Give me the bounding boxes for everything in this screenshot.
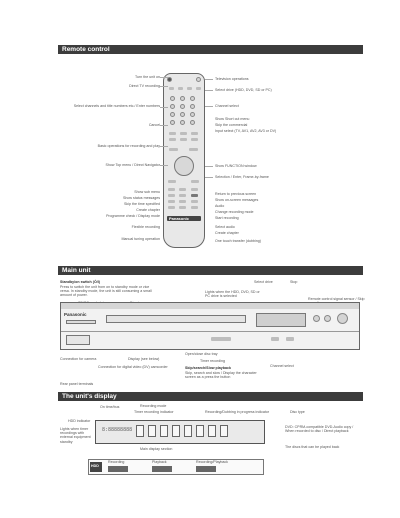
digit-segment-icon — [136, 425, 144, 437]
label-show-function: Show FUNCTION window — [215, 164, 257, 168]
label-progress: Recording/Dubbing in progress indicator — [205, 410, 270, 414]
unit-top-strip — [61, 303, 359, 309]
label-cprm-note: The discs that can be played back — [285, 445, 340, 449]
number-key-icon — [190, 120, 195, 125]
number-key-icon — [170, 96, 175, 101]
digit-segment-icon — [220, 425, 228, 437]
section-header-display: The unit's display — [58, 392, 363, 401]
label-select-drive-main: Select drive — [254, 280, 273, 284]
label-lights-when: Lights when timer recordings with external equipment standby — [60, 427, 91, 444]
section-header-main: Main unit — [58, 266, 363, 275]
label-change-rec-mode: Change recording mode — [215, 210, 254, 214]
label-stop: Stop — [290, 280, 298, 284]
label-timer-indicator: Timer recording indicator — [134, 410, 174, 414]
rec-playback-indicator-icon — [196, 466, 216, 472]
open-close-button-icon — [211, 337, 231, 341]
small-button-icon — [179, 188, 186, 191]
label-show-sub-menu: Show sub menu — [134, 190, 160, 194]
label-show-top-menu: Show Top menu / Direct Navigator — [105, 163, 160, 167]
remote-brand-label: Panasonic — [169, 216, 190, 221]
leader-line — [160, 146, 168, 147]
label-audio: Audio — [215, 204, 225, 208]
leader-line — [160, 107, 168, 108]
label-skip-desc: Skip, search and slow / Display the character screen as a press the button — [185, 371, 257, 380]
label-skip-time: Skip the time specified — [124, 202, 160, 206]
label-lights-rec: Lights when the HDD, DVD, SD or PC drive is selected — [205, 290, 260, 299]
label-show-on-screen: Show on-screen messages — [215, 198, 259, 202]
label-on-time: On time/bus — [100, 405, 120, 409]
label-rec-mode: Recording mode — [140, 404, 167, 408]
label-create-chapter-r: Create chapter — [215, 231, 239, 235]
label-connection-camera: Connection for camera — [60, 357, 97, 361]
label-open-close: Open/close disc tray — [185, 352, 218, 356]
small-button-icon — [168, 200, 175, 203]
unit-brand: Panasonic — [64, 312, 87, 317]
unit-display-illustration — [95, 420, 265, 444]
number-key-icon — [170, 112, 175, 117]
number-key-icon — [180, 112, 185, 117]
number-key-icon — [190, 96, 195, 101]
label-hdd-indicator: HDD indicator — [68, 419, 91, 423]
digit-segment-icon — [172, 425, 180, 437]
recording-indicator-icon — [108, 466, 128, 472]
label-standby-desc: Press to switch the unit from on to standby mode or vice versa. In standby mode, the unit is still consuming a small amount of power. — [60, 285, 152, 298]
small-button-icon — [191, 206, 198, 209]
label-programme-check: Programme check / Display mode — [106, 214, 160, 218]
drive-button-icon — [187, 87, 192, 90]
label-skip-commercial: Skip the commercial — [215, 123, 248, 127]
tv-power-button-icon — [196, 77, 201, 82]
small-button-icon — [191, 188, 198, 191]
label-channel-select: Channel select — [215, 104, 239, 108]
stop-icon — [180, 138, 187, 141]
rewind-icon — [169, 132, 176, 135]
skip-forward-icon — [191, 138, 198, 141]
number-key-icon — [170, 104, 175, 109]
display-sample-text: 8:88888888 — [102, 427, 133, 433]
label-start-rec: Start recording — [215, 216, 239, 220]
leader-line — [160, 165, 168, 166]
sd-slot-icon — [66, 320, 96, 324]
label-skip-search: Skip/search/Slow playback — [185, 366, 231, 370]
label-flexible-rec: Flexible recording — [131, 225, 160, 229]
label-tv-ops: Television operations — [215, 77, 249, 81]
label-one-touch: One touch transfer (dubbing) — [215, 239, 261, 243]
remote-control-illustration — [163, 73, 205, 248]
label-select-audio: Select audio — [215, 225, 235, 229]
label-return: Return to previous screen — [215, 192, 257, 196]
leader-line — [160, 77, 168, 78]
label-show-status: Show status messages — [123, 196, 160, 200]
playback-indicator-icon — [152, 466, 172, 472]
small-button-icon — [168, 206, 175, 209]
display-window-icon — [256, 313, 306, 327]
digit-segment-icon — [184, 425, 192, 437]
small-button-icon — [168, 188, 175, 191]
digit-segment-icon — [160, 425, 168, 437]
leader-line — [205, 79, 213, 80]
label-input-select: Input select (TV, AV1, AV2, AV3 or DV) — [215, 129, 277, 133]
leader-line — [160, 125, 168, 126]
label-remote-sensor: Remote control signal sensor / Skip — [308, 297, 365, 301]
forward-icon — [191, 132, 198, 135]
legend-recording: Recording — [108, 460, 125, 464]
label-cancel: Cancel — [148, 123, 160, 127]
digit-segment-icon — [148, 425, 156, 437]
record-button-icon — [191, 194, 198, 197]
label-select-drive: Select drive (HDD, DVD, SD or PC) — [215, 88, 272, 92]
label-timer-rec: Timer recording — [200, 359, 226, 363]
label-turn-on: Turn the unit on — [134, 75, 160, 79]
leader-line — [205, 90, 213, 91]
skip-back-icon — [169, 138, 176, 141]
number-key-icon — [190, 104, 195, 109]
legend-hdd: HDD — [91, 464, 99, 468]
digit-segment-icon — [196, 425, 204, 437]
section-header-remote: Remote control — [58, 45, 363, 54]
play-icon — [180, 132, 187, 135]
disc-tray-icon — [106, 315, 246, 323]
number-key-icon — [170, 120, 175, 125]
label-standby: Standby/on switch (Ò/I) — [60, 280, 100, 284]
label-display: Display (see below) — [128, 357, 160, 361]
small-button-icon — [168, 194, 175, 197]
legend-rec-playback: Recording/Playback — [196, 460, 228, 464]
menu-button-icon — [169, 148, 178, 151]
label-show-shortcut: Show Short cut menu — [215, 117, 250, 121]
number-key-icon — [180, 104, 185, 109]
drive-button-icon — [196, 87, 201, 90]
label-direct-tv: Direct TV recording — [129, 84, 160, 88]
label-main-display: Main display section — [140, 447, 173, 451]
number-key-icon — [180, 120, 185, 125]
leader-line — [160, 86, 168, 87]
channel-button-icon — [271, 337, 279, 341]
number-key-icon — [180, 96, 185, 101]
label-drive-notes: DVD: CPRM-compatible DVD-Audio copy / When recorded to disc / Direct playback — [285, 425, 354, 434]
label-selection-enter: Selection / Enter, Frame-by-frame — [215, 175, 269, 179]
label-dv-input: Connection for digital video (DV) camcorder — [98, 365, 168, 369]
small-button-icon — [179, 194, 186, 197]
power-switch-icon — [337, 313, 348, 324]
main-unit-illustration — [60, 302, 360, 350]
leader-line — [205, 106, 213, 107]
play-button-icon — [324, 315, 331, 322]
label-select-channels: Select channels and title numbers etc./ Enter numbers — [73, 104, 160, 108]
leader-line — [205, 177, 213, 178]
label-rear-panel: Rear panel terminals — [60, 382, 94, 386]
label-create-chapter: Create chapter — [136, 208, 160, 212]
function-button-icon — [189, 148, 198, 151]
legend-playback: Playback — [152, 460, 167, 464]
small-button-icon — [179, 200, 186, 203]
stop-button-icon — [313, 315, 320, 322]
small-button-icon — [191, 200, 198, 203]
label-manual-tuning: Manual tuning operation — [121, 237, 160, 241]
submenu-button-icon — [168, 180, 176, 183]
channel-button-icon — [286, 337, 294, 341]
direction-pad-icon — [174, 156, 194, 176]
leader-line — [205, 166, 213, 167]
front-terminals-icon — [66, 335, 90, 345]
label-disc-type: Disc type — [290, 410, 305, 414]
label-basic-ops: Basic operations for recording and play — [97, 144, 160, 148]
drive-button-icon — [169, 87, 174, 90]
digit-segment-icon — [208, 425, 216, 437]
return-button-icon — [191, 180, 199, 183]
divider — [61, 331, 359, 332]
drive-button-icon — [178, 87, 183, 90]
small-button-icon — [179, 206, 186, 209]
label-channel-select-main: Channel select — [270, 364, 294, 368]
number-key-icon — [190, 112, 195, 117]
